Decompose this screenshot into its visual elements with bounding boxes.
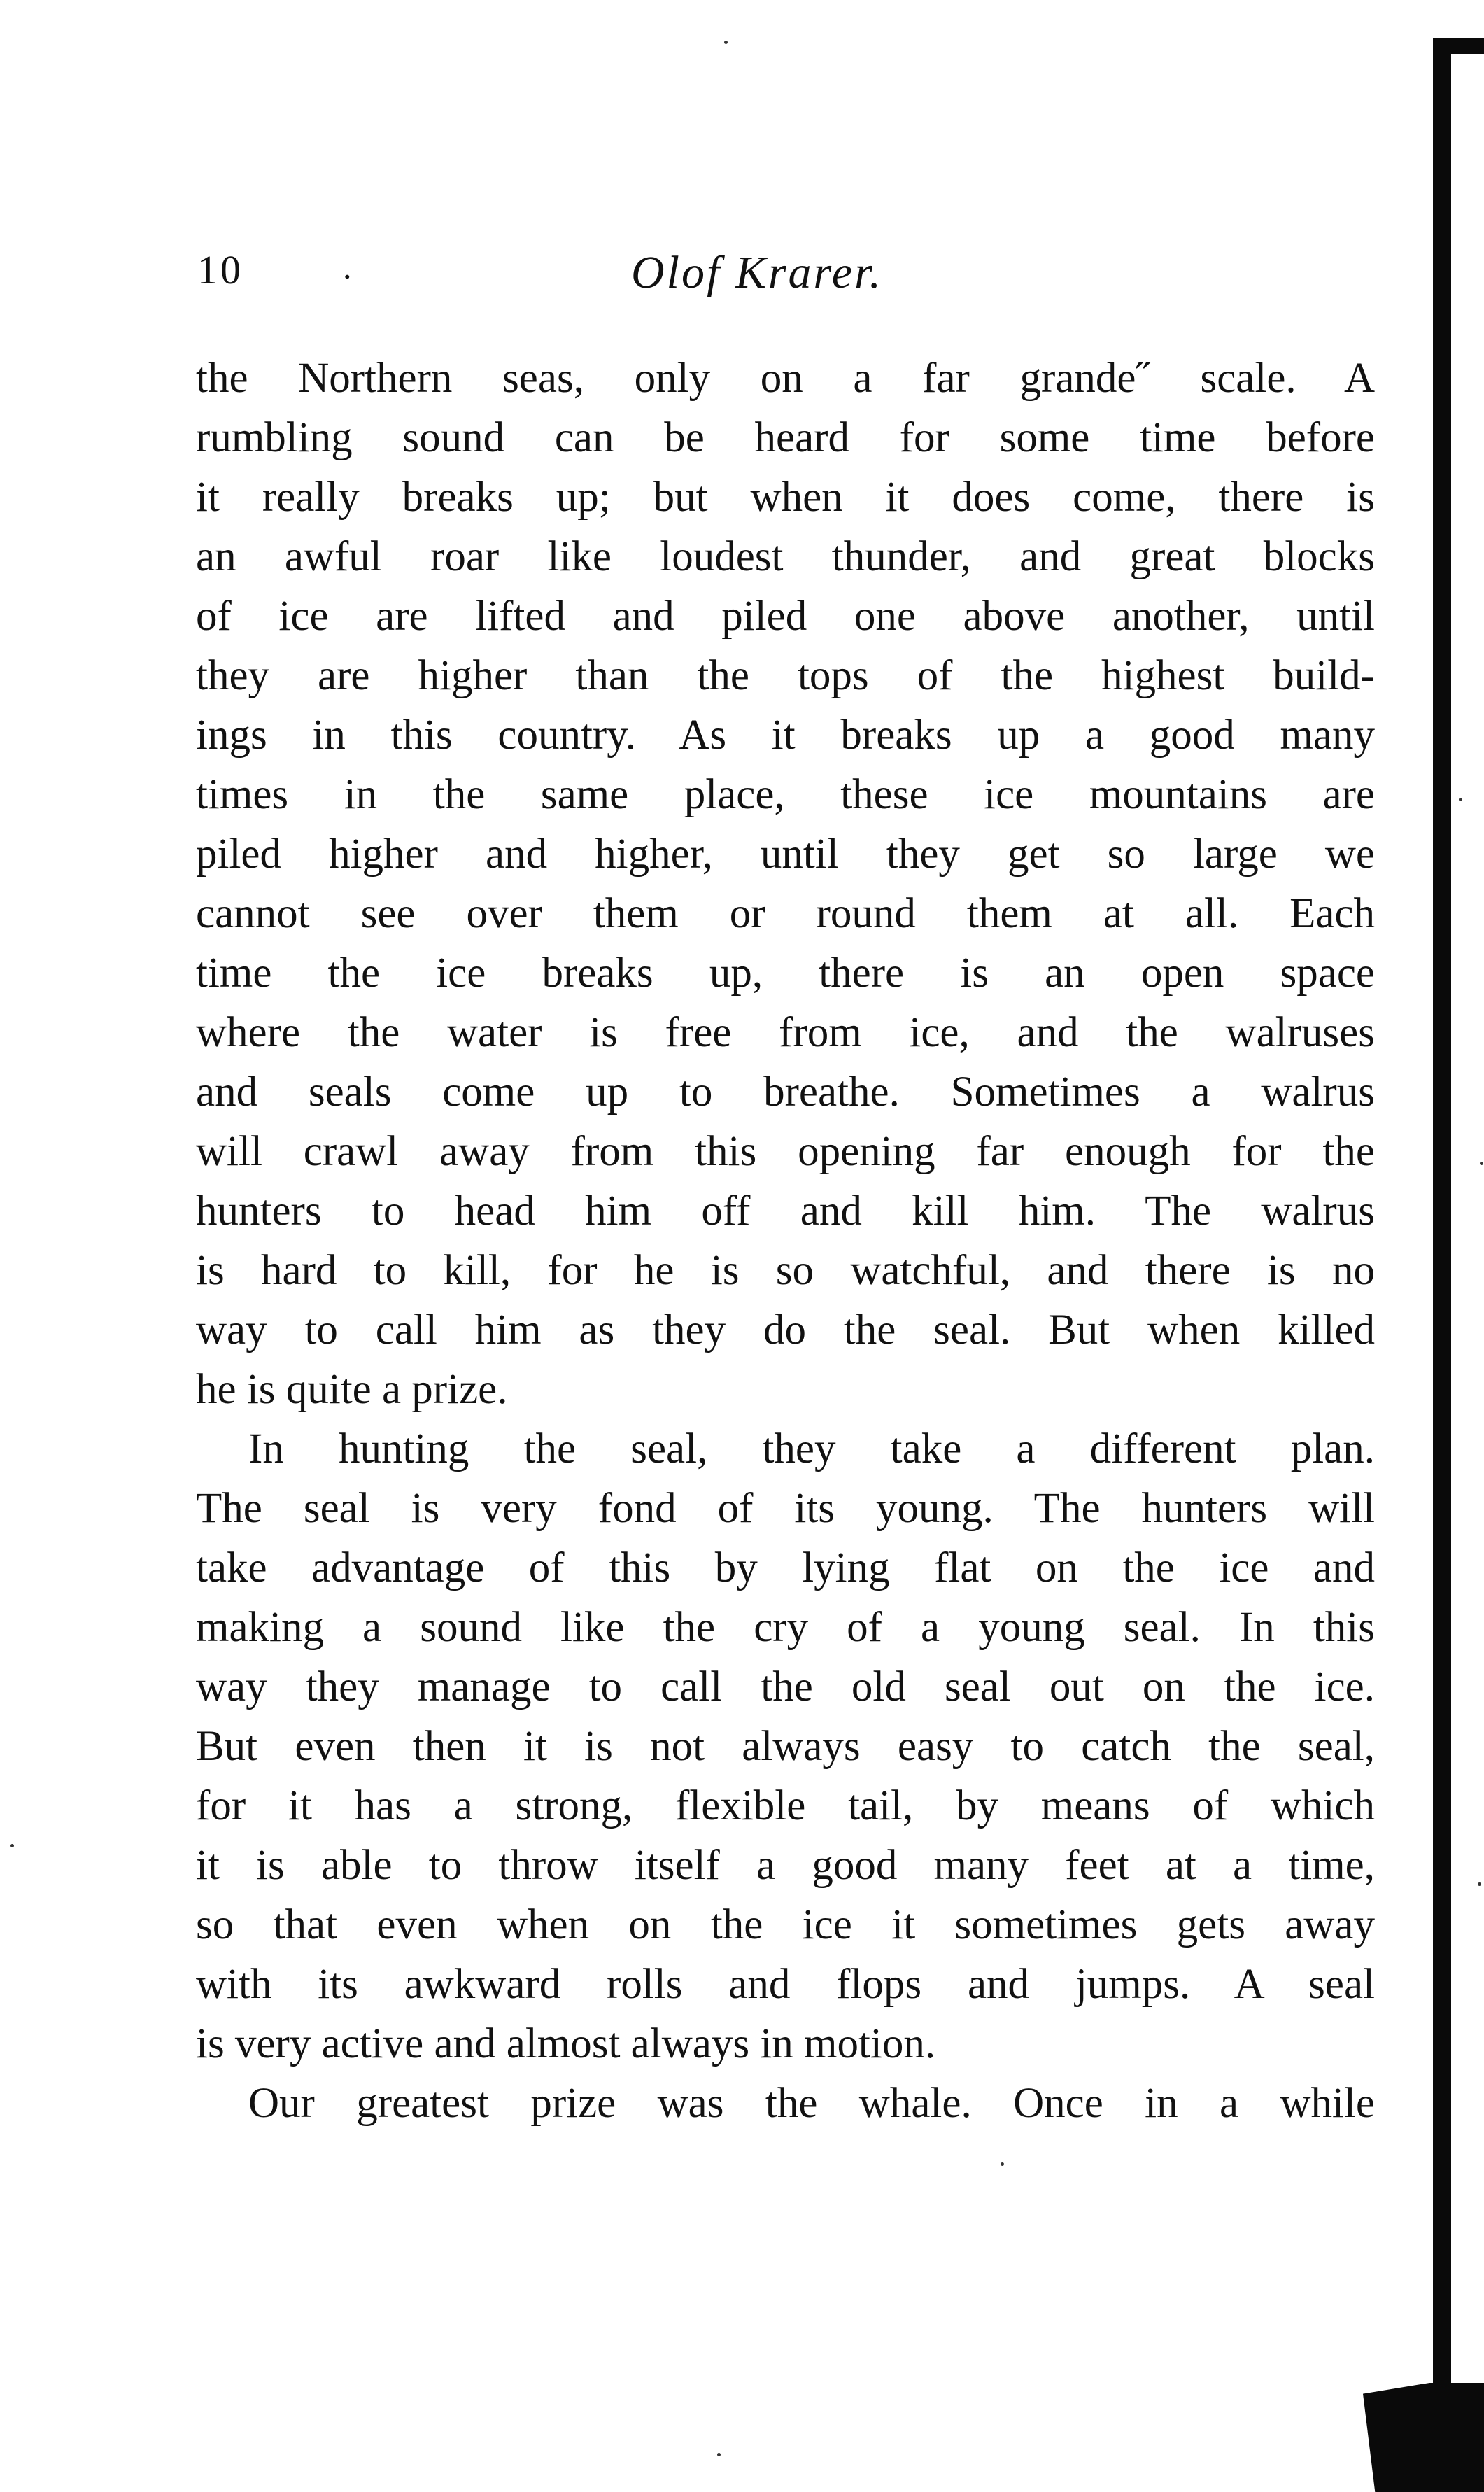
scan-speck (1001, 2162, 1004, 2166)
page-number: 10 (197, 247, 243, 293)
text-line: piled higher and higher, until they get so large we (196, 831, 1375, 878)
text-line: way they manage to call the old seal out on the ice. (196, 1663, 1375, 1710)
scan-speck (1459, 798, 1462, 801)
text-line: for it has a strong, flexible tail, by means of which (196, 1782, 1375, 1829)
scan-speck (1478, 1882, 1481, 1886)
text-line: ings in this country. As it breaks up a good many (196, 712, 1375, 759)
text-line: and seals come up to breathe. Sometimes a walrus (196, 1069, 1375, 1115)
scan-border-bottom (1363, 2383, 1484, 2492)
text-line: it really breaks up; but when it does come, there is (196, 474, 1375, 521)
text-line: But even then it is not always easy to catch the seal, (196, 1723, 1375, 1770)
running-head (197, 246, 1373, 316)
text-line: times in the same place, these ice mountains are (196, 771, 1375, 818)
text-line: In hunting the seal, they take a different plan. (248, 1425, 1375, 1472)
text-line: time the ice breaks up, there is an open space (196, 950, 1375, 997)
text-line: is very active and almost always in motion. (196, 2020, 936, 2067)
text-line: will crawl away from this opening far enough for the (196, 1128, 1375, 1175)
text-line: he is quite a prize. (196, 1366, 508, 1413)
text-line: is hard to kill, for he is so watchful, and there is no (196, 1247, 1375, 1294)
body-text (196, 349, 1375, 2133)
text-line: an awful roar like loudest thunder, and great blocks (196, 533, 1375, 580)
text-line: they are higher than the tops of the highest build- (196, 652, 1375, 699)
scan-border-top (1433, 38, 1484, 54)
text-line: Our greatest prize was the whale. Once in a while (248, 2080, 1375, 2127)
running-title: Olof Krarer. (631, 247, 883, 298)
header-separator: . (343, 247, 352, 286)
scan-speck (717, 2453, 721, 2456)
text-line: cannot see over them or round them at all. Each (196, 890, 1375, 937)
text-line: way to call him as they do the seal. But when killed (196, 1307, 1375, 1353)
scan-speck (724, 41, 728, 44)
text-line: The seal is very fond of its young. The hunters will (196, 1485, 1375, 1532)
text-line: of ice are lifted and piled one above another, until (196, 593, 1375, 640)
text-line: rumbling sound can be heard for some time before (196, 414, 1375, 461)
text-line: take advantage of this by lying flat on the ice and (196, 1544, 1375, 1591)
text-line: making a sound like the cry of a young seal. In this (196, 1604, 1375, 1651)
text-line: where the water is free from ice, and the walruses (196, 1009, 1375, 1056)
scan-speck (10, 1844, 14, 1847)
text-line: the Northern seas, only on a far grande˝ scale. A (196, 355, 1375, 402)
text-line: with its awkward rolls and flops and jumps. A seal (196, 1961, 1375, 2008)
text-line: it is able to throw itself a good many feet at a time, (196, 1842, 1375, 1889)
text-line: hunters to head him off and kill him. The walrus (196, 1188, 1375, 1234)
scan-border-bar (1433, 38, 1451, 2383)
scan-speck (1480, 1162, 1483, 1165)
text-line: so that even when on the ice it sometimes gets away (196, 1901, 1375, 1948)
